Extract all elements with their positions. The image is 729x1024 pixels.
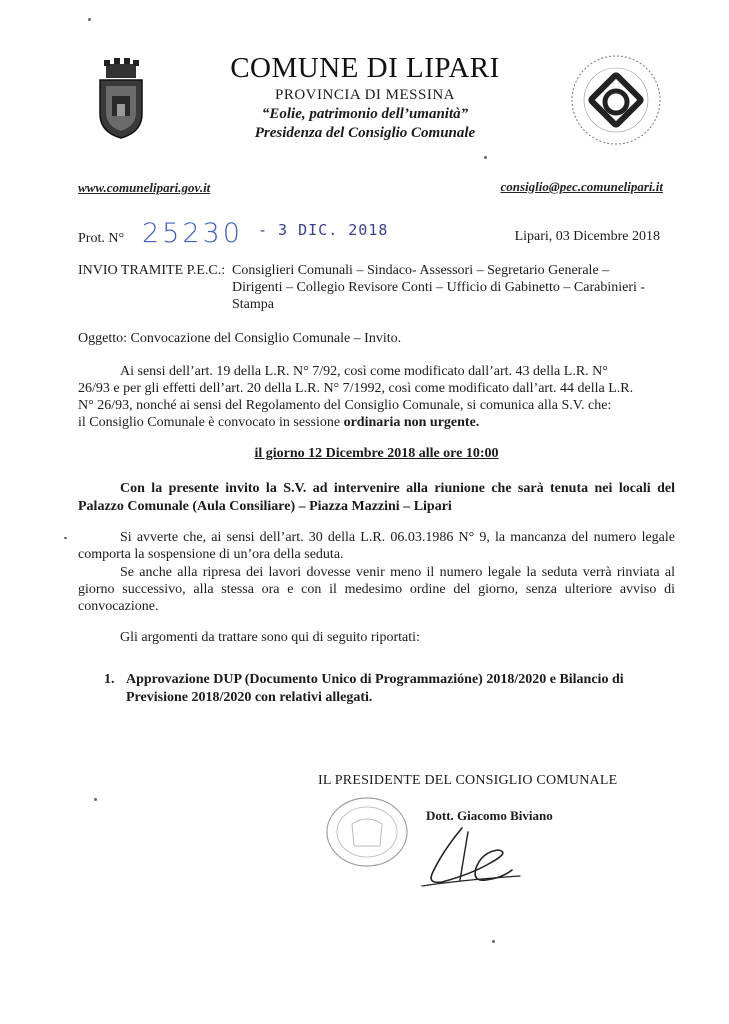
scan-speck: [492, 940, 495, 943]
website-link[interactable]: www.comunelipari.gov.it: [78, 180, 211, 195]
email-link[interactable]: consiglio@pec.comunelipari.it: [500, 179, 663, 194]
recipients-list: [232, 262, 682, 313]
legal-basis-paragraph: [78, 363, 675, 431]
topics-intro: Gli argomenti da trattare sono qui di seguito riportati:: [120, 630, 420, 645]
subject-line: Oggetto: Convocazione del Consiglio Comunale – Invito.: [78, 331, 402, 346]
invitation-paragraph: Con la presente invito la S.V. ad intervenire alla riunione che sarà tenuta nei locali del Palazzo Comunale (Aula Consiliare) – Piazza Mazzini – Lipari: [78, 481, 675, 514]
page-title: COMUNE DI LIPARI: [230, 52, 500, 84]
session-line: [78, 414, 675, 431]
scan-speck: [94, 798, 97, 801]
municipal-crest-icon: [96, 56, 146, 140]
scan-speck: [88, 18, 91, 21]
adjournment-text: Se anche alla ripresa dei lavori dovesse venir meno il numero legale la seduta verrà rinviata al giorno successivo, alla stessa ora e con il medesimo ordine del giorno, senza ulteriore avviso di convocazione.: [78, 565, 675, 614]
paragraph-line: N° 26/93, nonché ai sensi del Regolamento del Consiglio Comunale, si comunica alla S.V. che:: [78, 398, 612, 413]
world-heritage-emblem-icon: [568, 52, 664, 148]
province-subtitle: PROVINCIA DI MESSINA: [274, 87, 456, 103]
list-item-number: 1.: [104, 672, 115, 687]
scan-speck: [64, 537, 67, 539]
meeting-date: il giorno 12 Dicembre 2018 alle ore 10:00: [254, 446, 499, 461]
recipients-label: INVIO TRAMITE P.E.C.:: [78, 263, 226, 278]
signatory-name: Dott. Giacomo Biviano: [426, 808, 553, 823]
recipients-line: Stampa: [232, 297, 274, 312]
handwritten-signature: [402, 822, 530, 892]
paragraph-line: Ai sensi dell’art. 19 della L.R. N° 7/92, così come modificato dall’art. 43 della L.R. N°: [120, 364, 608, 379]
protocol-stamp-date: - 3 DIC. 2018: [258, 221, 389, 239]
signatory-role: IL PRESIDENTE DEL CONSIGLIO COMUNALE: [318, 773, 618, 788]
recipients-line: Dirigenti – Collegio Revisore Conti – Ufficio di Gabinetto – Carabinieri -: [232, 280, 646, 295]
session-type: ordinaria non urgente.: [343, 415, 480, 430]
session-prefix: il Consiglio Comunale è convocato in sessione: [78, 415, 344, 430]
protocol-label: Prot. N°: [78, 231, 125, 246]
quorum-paragraph: Si avverte che, ai sensi dell’art. 30 della L.R. 06.03.1986 N° 9, la mancanza del numero legale comporta la sospensione di un’ora della seduta.: [78, 530, 675, 562]
scan-speck: [484, 156, 487, 159]
adjournment-paragraph: [78, 564, 675, 615]
motto-subtitle: “Eolie, patrimonio dell’umanità”: [261, 106, 469, 122]
protocol-number: 25230: [142, 218, 243, 249]
paragraph-line: 26/93 e per gli effetti dell’art. 20 della L.R. N° 7/1992, così come modificato dall’art. 44 della L.R.: [78, 381, 634, 396]
list-item-text: Approvazione DUP (Documento Unico di Programmazióne) 2018/2020 e Bilancio di Previsione 2018/2020 con relativi allegati.: [126, 672, 624, 705]
list-item: [104, 671, 676, 707]
office-subtitle: Presidenza del Consiglio Comunale: [254, 125, 476, 141]
recipients-line: Consiglieri Comunali – Sindaco- Assessori – Segretario Generale –: [232, 263, 610, 278]
place-date: Lipari, 03 Dicembre 2018: [514, 229, 660, 244]
